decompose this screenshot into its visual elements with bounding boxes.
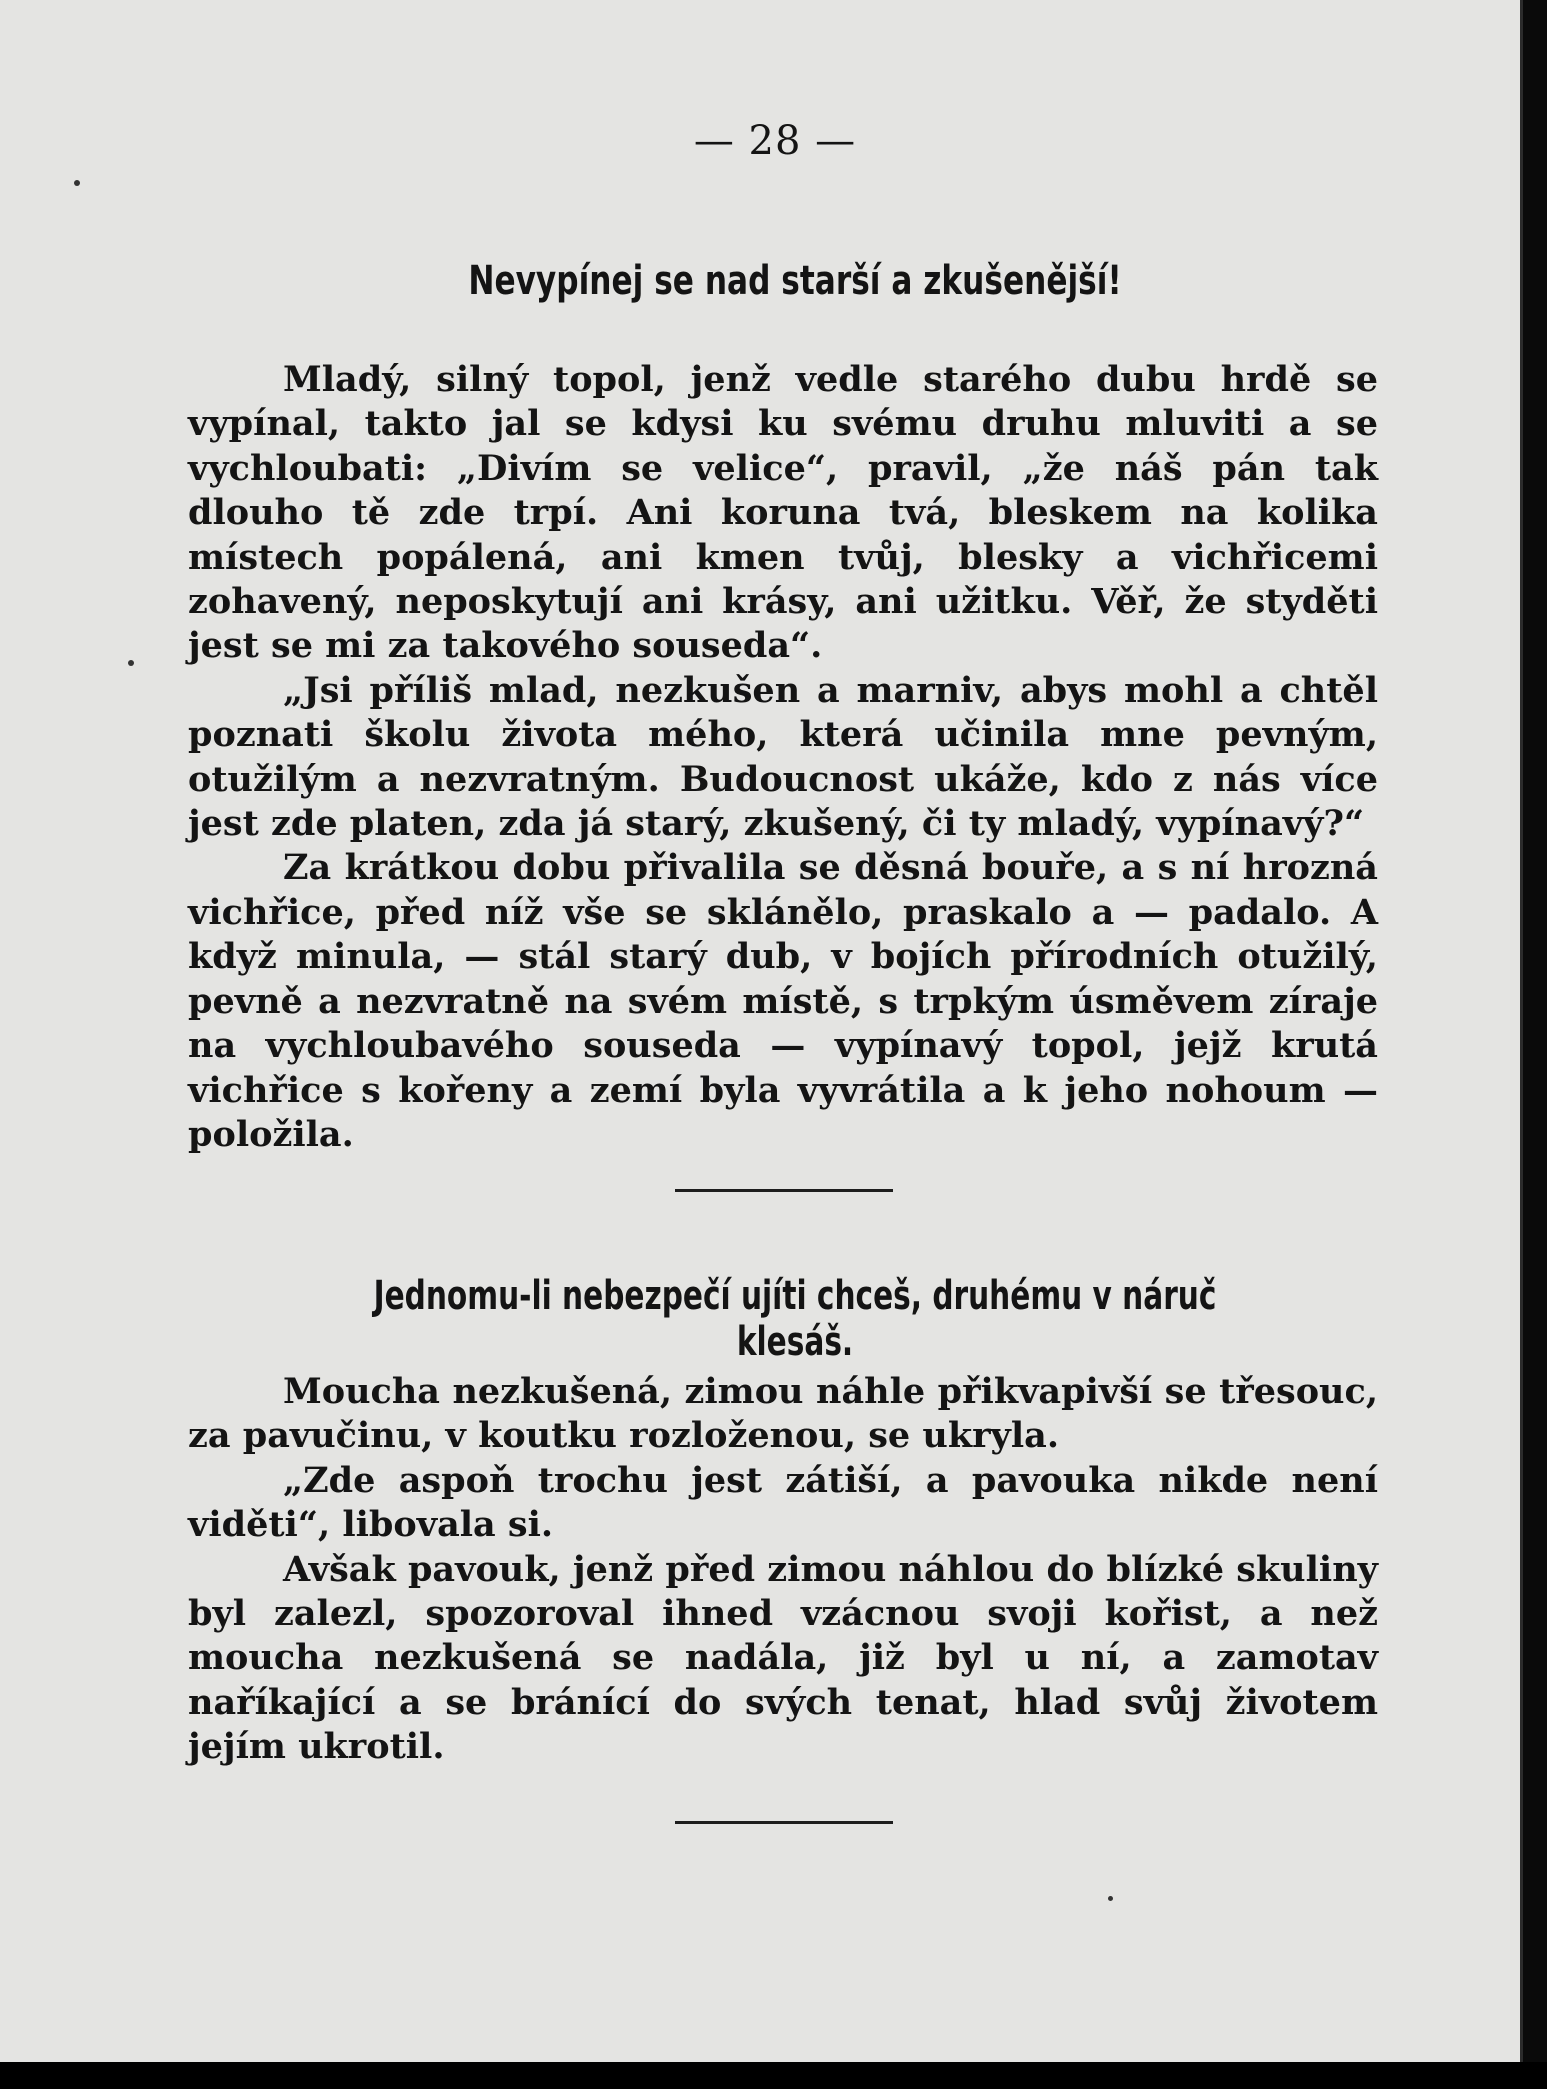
paragraph: Avšak pavouk, jenž před zimou náhlou do blízké skuliny byl zalezl, spozoroval ihned vzácnou svoji kořist, a než moucha nezkušená se nadála, již byl u ní, a zamotav naříkající a se bránící do svých tenat, hlad svůj životem jejím ukrotil. xyxy=(188,1548,1378,1768)
paragraph: Mladý, silný topol, jenž vedle starého dubu hrdě se vypínal, takto jal se kdysi ku svému druhu mluviti a se vychloubati: „Divím se velice“, pravil, „že náš pán tak dlouho tě zde trpí. Ani koruna tvá, bleskem na kolika místech popálená, ani kmen tvůj, blesky a vichřicemi zohavený, neposkytují ani krásy, ani užitku. Věř, že styděti jest se mi za takového souseda“. xyxy=(188,359,1378,667)
section-divider xyxy=(675,1821,893,1824)
section-1-title: Nevypínej se nad starší a zkušenější! xyxy=(468,258,1122,304)
paragraph: „Zde aspoň trochu jest zátiší, a pavouka nikde není viděti“, libovala si. xyxy=(188,1459,1378,1546)
scan-border-right xyxy=(1523,0,1547,2089)
scan-speck xyxy=(74,180,80,186)
page-number: — 28 — xyxy=(693,118,857,164)
section-2-title: Jednomu-li nebezpečí ujíti chceš, druhému v náruč klesáš. xyxy=(373,1273,1217,1365)
paragraph: Moucha nezkušená, zimou náhle přikvapivší se třesouc, za pavučinu, v koutku rozloženou, se ukryla. xyxy=(188,1371,1378,1457)
paragraph: Za krátkou dobu přivalila se děsná bouře, a s ní hrozná vichřice, před níž vše se sklánělo, praskalo a — padalo. A když minula, — stál starý dub, v bojích přírodních otužilý, pevně a nezvratně na svém místě, s trpkým úsměvem zíraje na vychloubavého souseda — vypínavý topol, jejž krutá vichřice s kořeny a zemí byla vyvrátila a k jeho nohoum — položila. xyxy=(188,847,1378,1155)
section-divider xyxy=(675,1189,893,1192)
section-1-body xyxy=(188,358,1378,1157)
section-2-body xyxy=(188,1370,1378,1770)
scan-speck xyxy=(128,660,134,666)
scan-speck xyxy=(1108,1896,1113,1901)
paragraph: „Jsi příliš mlad, nezkušen a marniv, abys mohl a chtěl poznati školu života mého, která učinila mne pevným, otužilým a nezvratným. Budoucnost ukáže, kdo z nás více jest zde platen, zda já starý, zkušený, či ty mladý, vypínavý?“ xyxy=(188,669,1378,845)
scan-border-bottom xyxy=(0,2062,1547,2089)
